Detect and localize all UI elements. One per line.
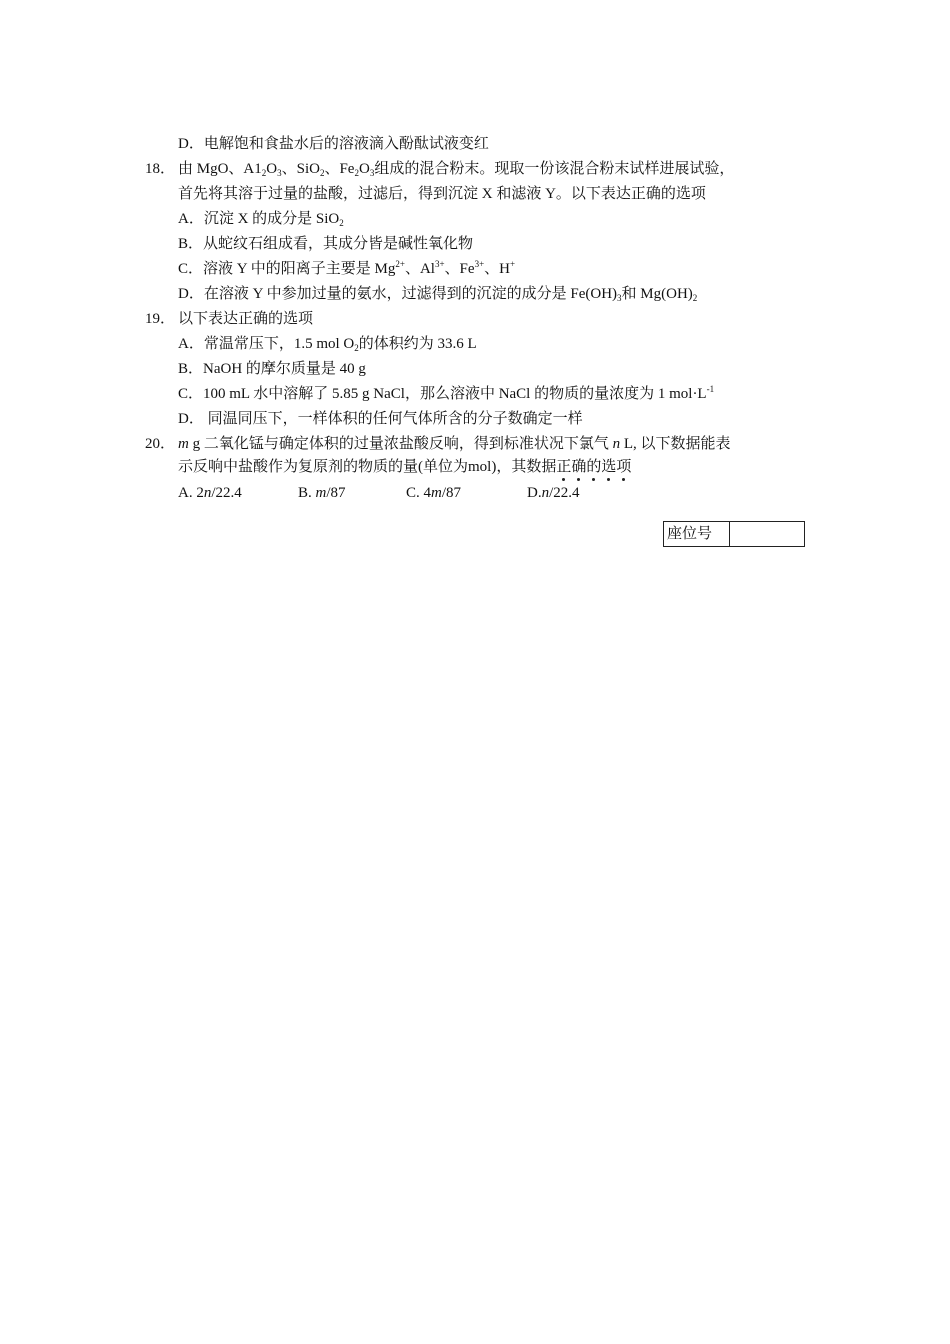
q19-number: 19． <box>145 311 176 327</box>
q18-option-d: D．在溶液 Y 中参加过量的氨水，过滤得到的沉淀的成分是 $Fe(OH)_3$和 $Mg(OH)_2$ <box>178 286 698 303</box>
q20-number: 20． <box>145 436 176 452</box>
emphasis-char: 正 <box>556 459 572 475</box>
q18-stem-line1: 由 MgO、$A1_2O_3$、SiO$_2$、$Fe_2O_3$组成的混合粉末。现取一份该混合粉末试样进展试验， <box>178 161 735 178</box>
q20-answer-c: C. 4m/87 <box>406 485 462 501</box>
q20-answer-d: D.n/22.4 <box>527 485 580 501</box>
q19-option-b: B．NaOH 的摩尔质量是 40 g <box>178 361 366 377</box>
q19-stem: 以下表达正确的选项 <box>178 311 314 327</box>
emphasis-char: 项 <box>616 459 632 475</box>
seat-number-field[interactable] <box>730 522 804 546</box>
q20-stem-line1: m g 二氧化锰与确定体积的过量浓盐酸反响，得到标准状况下氯气 n L, 以下数据能表 <box>178 436 731 452</box>
q19-option-a: A．常温常压下，1.5 mol $O_2$的体积约为 33.6 L <box>178 336 477 353</box>
q18-stem-line2: 首先将其溶于过量的盐酸，过滤后，得到沉淀 X 和滤液 Y。以下表达正确的选项 <box>178 186 706 202</box>
emphasis-char: 选 <box>601 459 617 475</box>
q18-option-a: A．沉淀 X 的成分是 SiO$_2$ <box>178 211 344 228</box>
q17-option-d: D．电解饱和食盐水后的溶液滴入酚酞试液变红 <box>178 136 489 152</box>
seat-number-label: 座位号 <box>664 522 730 546</box>
q18-number: 18． <box>145 161 176 177</box>
q18-option-c: C．溶液 Y 中的阳离子主要是 $Mg^{2+}$、$Al^{3+}$、$Fe^{3+}$、H+ <box>178 259 516 277</box>
emphasis-char: 确 <box>571 459 587 475</box>
q20-stem-line2: 示反响中盐酸作为复原剂的物质的量(单位为mol)，其数据正确的选项 <box>178 459 632 475</box>
q20-answer-a: A. 2n/22.4 <box>178 485 242 501</box>
q19-option-c: C．100 mL 水中溶解了 5.85 g NaCl，那么溶液中 NaCl 的物质的量浓度为 1 $mol\cdot L^{-1}$ <box>178 384 715 402</box>
seat-number-box <box>663 521 805 547</box>
q19-option-d: D． 同温同压下，一样体积的任何气体所含的分子数确定一样 <box>178 411 583 427</box>
emphasis-char: 的 <box>586 459 602 475</box>
q18-option-b: B．从蛇纹石组成看，其成分皆是碱性氧化物 <box>178 236 474 252</box>
q20-answer-b: B. m/87 <box>298 485 346 501</box>
